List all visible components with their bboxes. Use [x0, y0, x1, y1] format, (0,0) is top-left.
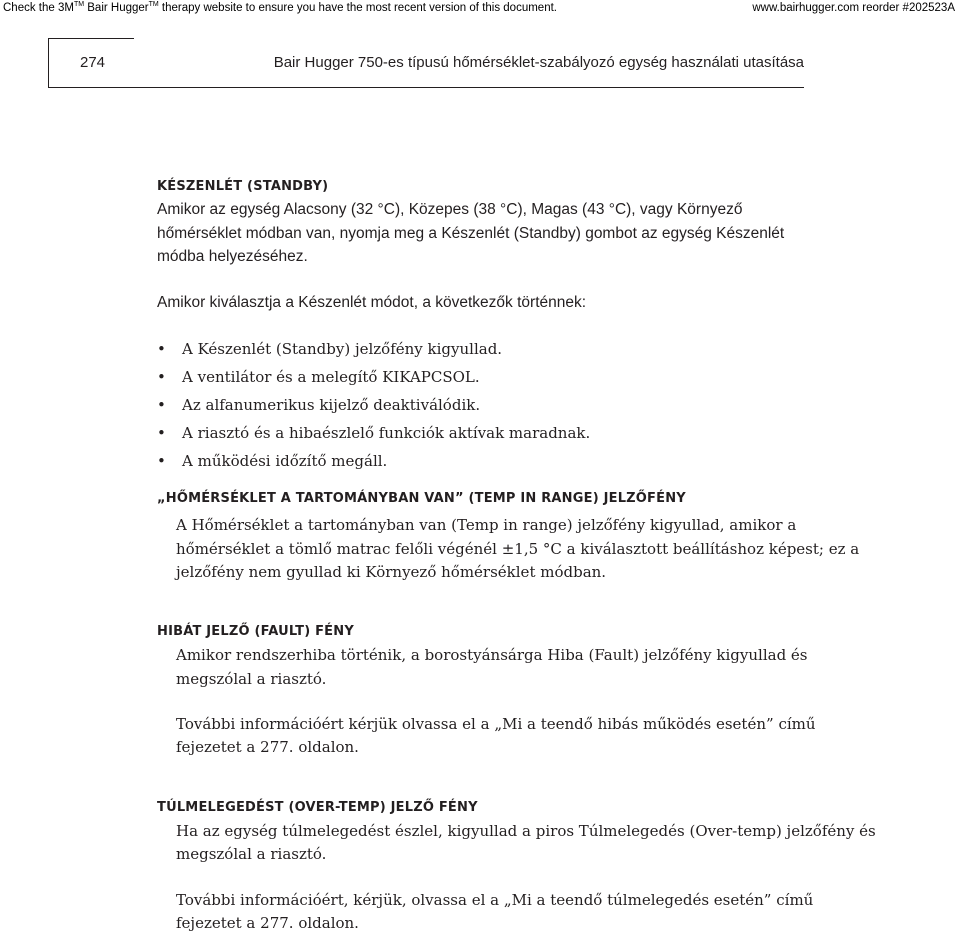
standby-intro-line: Amikor kiválasztja a Készenlét módot, a következők történnek:	[157, 294, 587, 311]
standby-paragraph-line: módba helyezéséhez.	[157, 248, 308, 265]
notice-text-part: Bair Hugger	[84, 2, 149, 14]
standby-paragraph-line: Amikor az egység Alacsony (32 °C), Közepes (38 °C), Magas (43 °C), vagy Környező	[157, 201, 743, 218]
bullet-icon: •	[157, 368, 166, 386]
list-item	[157, 363, 590, 391]
overtemp-paragraph-line: megszólal a riasztó.	[176, 845, 327, 863]
header-rule-vertical	[48, 38, 49, 88]
bullet-icon: •	[157, 396, 166, 414]
temp-in-range-heading: „HŐMÉRSÉKLET A TARTOMÁNYBAN VAN” (TEMP IN RANGE) JELZŐFÉNY	[157, 491, 686, 506]
trademark-mark: TM	[148, 1, 159, 9]
notice-text-part: Check the 3M	[3, 2, 74, 14]
list-item-text: A ventilátor és a melegítő KIKAPCSOL.	[182, 368, 480, 386]
reorder-link[interactable]: www.bairhugger.com reorder #202523A	[752, 2, 955, 14]
temp-in-range-line: jelzőfény nem gyullad ki Környező hőmérséklet módban.	[176, 563, 607, 581]
fault-reference-line: fejezetet a 277. oldalon.	[176, 738, 359, 756]
list-item-text: A működési időzítő megáll.	[182, 452, 388, 470]
fault-paragraph-line: megszólal a riasztó.	[176, 670, 327, 688]
overtemp-reference-line: További információért, kérjük, olvassa el a „Mi a teendő túlmelegedés esetén” című	[176, 891, 814, 909]
list-item-text: A riasztó és a hibaészlelő funkciók aktívak maradnak.	[182, 424, 591, 442]
list-item	[157, 447, 590, 475]
notice-text-part: therapy website to ensure you have the most recent version of this document.	[158, 2, 557, 14]
temp-in-range-line: A Hőmérséklet a tartományban van (Temp in range) jelzőfény kigyullad, amikor a	[176, 516, 797, 534]
list-item	[157, 391, 590, 419]
header-rule-top	[48, 38, 134, 39]
list-item	[157, 419, 590, 447]
header-rule-bottom	[48, 87, 804, 88]
document-title: Bair Hugger 750-es típusú hőmérséklet-szabályozó egység használati utasítása	[273, 54, 804, 71]
bullet-icon: •	[157, 424, 166, 442]
standby-effects-list	[157, 335, 590, 475]
bullet-icon: •	[157, 340, 166, 358]
trademark-mark: TM	[73, 1, 85, 9]
fault-reference-line: További információért kérjük olvassa el a „Mi a teendő hibás működés esetén” című	[176, 715, 816, 733]
page-number: 274	[80, 54, 106, 71]
version-notice-bar	[0, 0, 960, 16]
fault-heading: HIBÁT JELZŐ (FAULT) FÉNY	[157, 624, 354, 639]
overtemp-reference-line: fejezetet a 277. oldalon.	[176, 914, 359, 932]
standby-paragraph-line: hőmérséklet módban van, nyomja meg a Készenlét (Standby) gombot az egység Készenlét	[157, 225, 785, 242]
version-notice	[3, 0, 557, 16]
bullet-icon: •	[157, 452, 166, 470]
list-item	[157, 335, 590, 363]
fault-paragraph-line: Amikor rendszerhiba történik, a borostyánsárga Hiba (Fault) jelzőfény kigyullad és	[176, 646, 808, 664]
list-item-text: Az alfanumerikus kijelző deaktiválódik.	[182, 396, 481, 414]
temp-in-range-line: hőmérséklet a tömlő matrac felőli végénél ±1,5 °C a kiválasztott beállításhoz képest; ez a	[176, 540, 860, 558]
overtemp-heading: TÚLMELEGEDÉST (OVER-TEMP) JELZŐ FÉNY	[157, 800, 478, 815]
standby-heading: KÉSZENLÉT (STANDBY)	[157, 179, 329, 194]
list-item-text: A Készenlét (Standby) jelzőfény kigyullad.	[182, 340, 503, 358]
overtemp-paragraph-line: Ha az egység túlmelegedést észlel, kigyullad a piros Túlmelegedés (Over-temp) jelzőfény és	[176, 822, 876, 840]
